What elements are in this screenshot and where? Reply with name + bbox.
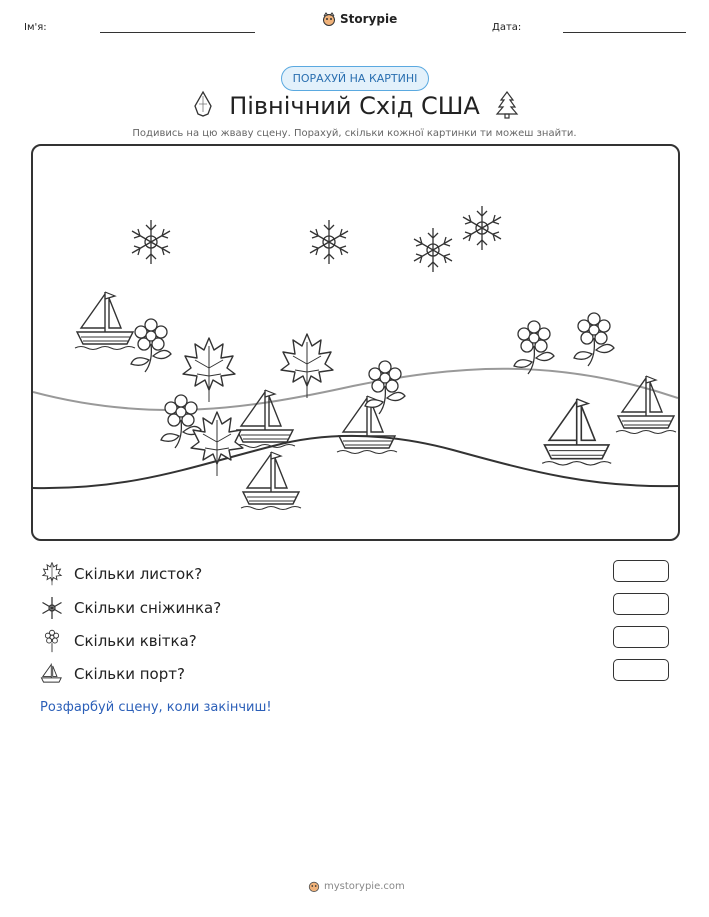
- activity-badge: ПОРАХУЙ НА КАРТИНІ: [281, 66, 429, 91]
- sailboat: [241, 452, 301, 510]
- snowflake: [414, 228, 452, 272]
- question-row: [40, 629, 197, 653]
- instructions-text: Подивись на цю жваву сцену. Порахуй, скільки кожної картинки ти можеш знайти.: [132, 128, 577, 139]
- leaf-icon: [40, 562, 64, 586]
- brand-name: Storypie: [340, 12, 398, 26]
- answer-box[interactable]: [613, 593, 669, 615]
- snowflake-icon: [40, 596, 64, 620]
- answer-box[interactable]: [613, 626, 669, 648]
- question-label: Скільки сніжинка?: [74, 599, 222, 617]
- question-label: Скільки квітка?: [74, 632, 197, 650]
- sailboat: [542, 399, 611, 465]
- page-title: Північний Схід США: [229, 92, 480, 120]
- snowflake: [310, 220, 348, 264]
- sailboat: [75, 292, 135, 350]
- snowflake: [463, 206, 501, 250]
- sailboat-icon: [40, 662, 64, 686]
- question-row: [40, 662, 185, 686]
- maple-leaf: [183, 338, 235, 402]
- storypie-mascot-icon: [322, 12, 336, 26]
- question-label: Скільки листок?: [74, 565, 203, 583]
- coloring-instruction: Розфарбуй сцену, коли закінчиш!: [40, 700, 272, 715]
- flower: [514, 321, 554, 374]
- flower: [365, 361, 405, 414]
- flower: [131, 319, 171, 372]
- flower: [574, 313, 614, 366]
- counting-scene: [31, 144, 680, 541]
- storypie-mascot-icon: [308, 880, 320, 892]
- flower: [161, 395, 201, 448]
- footer-site: mystorypie.com: [324, 880, 405, 892]
- name-label: Ім'я:: [24, 22, 47, 33]
- sailboat: [616, 376, 676, 434]
- name-field[interactable]: [100, 32, 255, 33]
- footer-brand: [308, 880, 405, 892]
- question-row: [40, 562, 202, 586]
- date-label: Дата:: [492, 22, 522, 33]
- answer-box[interactable]: [613, 659, 669, 681]
- back-hill-line: [33, 369, 678, 410]
- brand-logo: [322, 12, 397, 26]
- flower-icon: [40, 629, 64, 653]
- question-row: [40, 596, 221, 620]
- snowflake: [132, 220, 170, 264]
- maple-leaf: [281, 334, 333, 398]
- pine-tree-icon: [494, 90, 520, 120]
- scene-illustration: [33, 146, 678, 539]
- question-label: Скільки порт?: [74, 665, 185, 683]
- answer-box[interactable]: [613, 560, 669, 582]
- date-field[interactable]: [563, 32, 686, 33]
